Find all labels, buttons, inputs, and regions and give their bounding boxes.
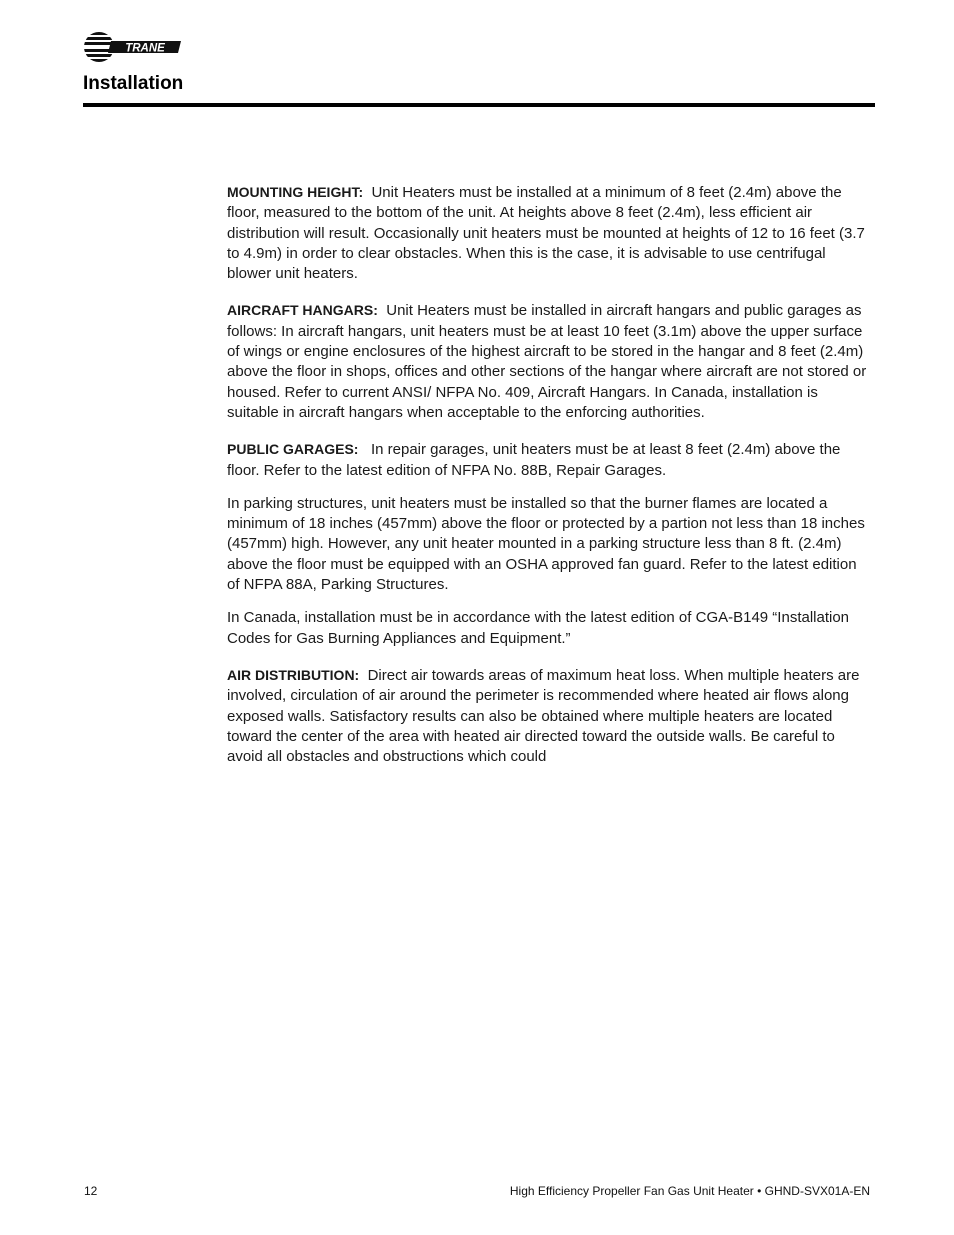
- paragraph-mounting-height: [227, 182, 869, 284]
- paragraph-text: Direct air towards areas of maximum heat loss. When multiple heaters are involved, circulation of air around the perimeter is recommended where heated air flows along exposed walls. Satisfactory results can also be obtained where multiple heaters are located toward the center of the area with heated air directed toward the outside walls. Be careful to avoid all obstacles and obstructions which could: [227, 666, 860, 766]
- paragraph-heading: AIRCRAFT HANGARS:: [227, 302, 378, 319]
- paragraph-public-garages: [227, 439, 869, 481]
- trane-logo: [83, 30, 183, 64]
- paragraph-canada: [227, 608, 869, 649]
- paragraph-text: Unit Heaters must be installed in aircraft hangars and public garages as follows: In aircraft hangars, unit heaters must be at least 10 feet (3.1m) above the upper surface of wings or engine enclosures of the highest aircraft to be stored in the hangar and 8 feet (2.4m) above the floor in shops, offices and other sections of the hangar where aircraft are not stored or housed. Refer to current ANSI/ NFPA No. 409, Aircraft Hangars. In Canada, installation is suitable in aircraft hangars when acceptable to the enforcing authorities.: [227, 302, 867, 421]
- paragraph-text: In parking structures, unit heaters must be installed so that the burner flames are located a minimum of 18 inches (457mm) above the floor or protected by a partion not less than 18 inches (457mm) high. However, any unit heater mounted in a parking structure less than 8 ft. (2.4m) above the floor must be equipped with an OSHA approved fan guard. Refer to the latest edition of NFPA 88A, Parking Structures.: [227, 494, 865, 594]
- paragraph-aircraft-hangars: [227, 300, 869, 423]
- header-rule: [83, 103, 875, 107]
- section-title: Installation: [83, 73, 184, 94]
- paragraph-text: Unit Heaters must be installed at a minimum of 8 feet (2.4m) above the floor, measured to the bottom of the unit. At heights above 8 feet (2.4m), less efficient air distribution will result. Occasionally unit heaters must be mounted at heights of 12 to 16 feet (3.7 to 4.9m) in order to clear obstacles. When this is the case, it is advisable to use centrifugal blower unit heaters.: [227, 184, 865, 283]
- paragraph-text: In repair garages, unit heaters must be at least 8 feet (2.4m) above the floor. Refer to the latest edition of NFPA No. 88B, Repair Garages.: [227, 441, 841, 479]
- document-title: High Efficiency Propeller Fan Gas Unit Heater • GHND-SVX01A-EN: [509, 1184, 870, 1198]
- paragraph-heading: AIR DISTRIBUTION:: [227, 666, 360, 683]
- page-number: 12: [84, 1184, 98, 1198]
- paragraph-heading: MOUNTING HEIGHT:: [227, 184, 364, 200]
- paragraph-text: In Canada, installation must be in accordance with the latest edition of CGA-B149 “Installation Codes for Gas Burning Appliances and Equipment.”: [227, 609, 850, 647]
- body-text: [227, 182, 869, 783]
- paragraph-heading: PUBLIC GARAGES:: [227, 441, 359, 458]
- paragraph-air-distribution: [227, 665, 869, 767]
- paragraph-parking-structures: [227, 494, 869, 595]
- logo-wordmark: TRANE: [125, 42, 165, 55]
